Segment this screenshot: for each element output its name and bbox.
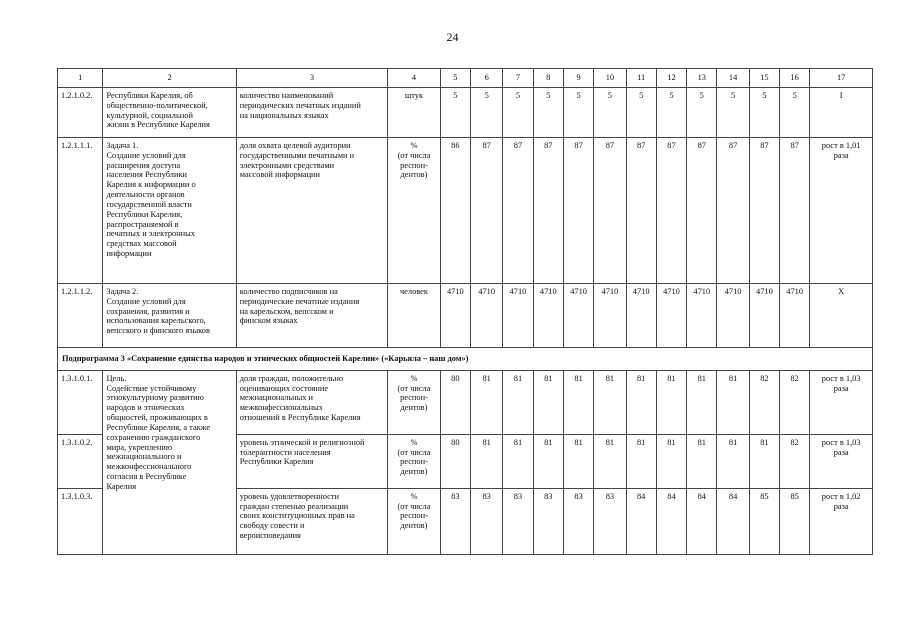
row-value: 5 (656, 88, 686, 138)
row-value: 85 (780, 488, 810, 554)
row-value: 81 (656, 434, 686, 488)
subprogram-row (58, 348, 873, 371)
row-value: 81 (717, 370, 749, 434)
row-value: 4710 (594, 284, 626, 348)
row-value: 81 (594, 370, 626, 434)
row-value: 81 (503, 434, 533, 488)
row-value: 81 (687, 370, 717, 434)
column-number: 2 (103, 69, 236, 88)
row-unit: штук (388, 88, 441, 138)
row-value: 81 (749, 434, 779, 488)
row-indicator: доля граждан, положительно оценивающих состояние межнациональных и межконфессиональных отношений в Республике Карелия (236, 370, 387, 434)
row-value: 87 (503, 138, 533, 284)
row-value: 81 (656, 370, 686, 434)
column-number: 3 (236, 69, 387, 88)
column-number: 16 (780, 69, 810, 88)
row-indicator: доля охвата целевой аудитории государственными печатными и электронными средствами массовой информации (236, 138, 387, 284)
row-value: 87 (717, 138, 749, 284)
row-value: 5 (533, 88, 563, 138)
column-number: 13 (687, 69, 717, 88)
row-final: I (810, 88, 873, 138)
row-value: 4710 (656, 284, 686, 348)
row-value: 83 (440, 488, 470, 554)
row-code: 1.3.1.0.1. (58, 370, 103, 434)
row-name: Задача 2. Создание условий для сохранения, развития и использования карельского, вепсского и финского языков (103, 284, 236, 348)
column-number: 12 (656, 69, 686, 88)
row-value: 87 (594, 138, 626, 284)
row-value: 84 (717, 488, 749, 554)
column-number: 9 (563, 69, 593, 88)
table-row (58, 88, 873, 138)
table-row (58, 370, 873, 434)
row-value: 87 (533, 138, 563, 284)
row-value: 4710 (533, 284, 563, 348)
row-value: 87 (471, 138, 503, 284)
row-value: 87 (626, 138, 656, 284)
row-value: 84 (687, 488, 717, 554)
column-number: 6 (471, 69, 503, 88)
row-code: 1.3.1.0.3. (58, 488, 103, 554)
row-value: 81 (717, 434, 749, 488)
row-value: 5 (440, 88, 470, 138)
column-number: 8 (533, 69, 563, 88)
row-value: 5 (749, 88, 779, 138)
row-value: 81 (533, 370, 563, 434)
row-value: 81 (626, 434, 656, 488)
row-indicator: количество наименований периодических печатных изданий на национальных языках (236, 88, 387, 138)
table-row (58, 138, 873, 284)
row-value: 4710 (749, 284, 779, 348)
row-value: 5 (503, 88, 533, 138)
row-value: 5 (471, 88, 503, 138)
row-value: 81 (533, 434, 563, 488)
header-row (58, 69, 873, 88)
column-number: 1 (58, 69, 103, 88)
row-value: 81 (626, 370, 656, 434)
row-final: рост в 1,01 раза (810, 138, 873, 284)
row-value: 81 (563, 370, 593, 434)
row-final: рост в 1,02 раза (810, 488, 873, 554)
row-value: 84 (626, 488, 656, 554)
row-value: 4710 (440, 284, 470, 348)
row-value: 83 (533, 488, 563, 554)
row-value: 83 (503, 488, 533, 554)
row-value: 87 (780, 138, 810, 284)
indicators-table (57, 68, 873, 555)
row-value: 4710 (780, 284, 810, 348)
row-value: 83 (594, 488, 626, 554)
column-number: 4 (388, 69, 441, 88)
column-number: 5 (440, 69, 470, 88)
row-value: 83 (563, 488, 593, 554)
row-value: 4710 (626, 284, 656, 348)
row-code: 1.2.1.0.2. (58, 88, 103, 138)
row-value: 5 (780, 88, 810, 138)
row-value: 82 (749, 370, 779, 434)
row-value: 87 (656, 138, 686, 284)
row-value: 86 (440, 138, 470, 284)
column-number: 15 (749, 69, 779, 88)
row-value: 81 (471, 370, 503, 434)
row-value: 4710 (471, 284, 503, 348)
row-indicator: уровень этнической и религиозной толерантности населения Республики Карелия (236, 434, 387, 488)
row-code: 1.3.1.0.2. (58, 434, 103, 488)
row-unit: % (от числа респон- дентов) (388, 488, 441, 554)
row-value: 84 (656, 488, 686, 554)
row-value: 4710 (717, 284, 749, 348)
row-value: 85 (749, 488, 779, 554)
row-name: Республики Карелия, об общественно-политической, культурной, социальной жизни в Республике Карелия (103, 88, 236, 138)
row-value: 5 (626, 88, 656, 138)
row-code: 1.2.1.1.1. (58, 138, 103, 284)
row-value: 87 (687, 138, 717, 284)
column-number: 11 (626, 69, 656, 88)
row-value: 81 (563, 434, 593, 488)
subprogram-title: Подпрограмма 3 «Сохранение единства народов и этнических общностей Карелии» («Карьяла – наш дом») (58, 348, 873, 371)
row-unit: % (от числа респон- дентов) (388, 434, 441, 488)
row-indicator: уровень удовлетворенности граждан степенью реализации своих конституционных прав на свободу совести и вероисповедания (236, 488, 387, 554)
row-value: 81 (594, 434, 626, 488)
column-number: 7 (503, 69, 533, 88)
row-unit: человек (388, 284, 441, 348)
row-unit: % (от числа респон- дентов) (388, 138, 441, 284)
row-value: 87 (749, 138, 779, 284)
row-value: 5 (687, 88, 717, 138)
row-value: 4710 (563, 284, 593, 348)
row-final: рост в 1,03 раза (810, 370, 873, 434)
row-name: Задача 1. Создание условий для расширения доступа населения Республики Карелия к информации о деятельности органов государственной власти Республики Карелия, распространяемой в печатных и электронных средствах массовой информации (103, 138, 236, 284)
table-row (58, 284, 873, 348)
row-indicator: количество подписчиков на периодические печатные издания на карельском, вепсском и финском языках (236, 284, 387, 348)
row-value: 81 (687, 434, 717, 488)
row-value: 83 (471, 488, 503, 554)
row-value: 82 (780, 434, 810, 488)
row-value: 80 (440, 434, 470, 488)
row-value: 5 (594, 88, 626, 138)
row-value: 5 (563, 88, 593, 138)
row-value: 87 (563, 138, 593, 284)
row-value: 4710 (687, 284, 717, 348)
row-value: 5 (717, 88, 749, 138)
column-number: 10 (594, 69, 626, 88)
row-code: 1.2.1.1.2. (58, 284, 103, 348)
row-final: рост в 1,03 раза (810, 434, 873, 488)
row-final: Х (810, 284, 873, 348)
column-number: 17 (810, 69, 873, 88)
column-number: 14 (717, 69, 749, 88)
row-value: 81 (471, 434, 503, 488)
row-value: 82 (780, 370, 810, 434)
row-value: 4710 (503, 284, 533, 348)
goal-name: Цель. Содействие устойчивому этнокультурному развитию народов и этнических общностей, проживающих в Республике Карелия, а также сохранению гражданского мира, укреплению межнационального и межконфессионального согласия в Республике Карелия (103, 370, 236, 554)
row-unit: % (от числа респон- дентов) (388, 370, 441, 434)
row-value: 80 (440, 370, 470, 434)
row-value: 81 (503, 370, 533, 434)
page-number: 24 (446, 30, 459, 44)
